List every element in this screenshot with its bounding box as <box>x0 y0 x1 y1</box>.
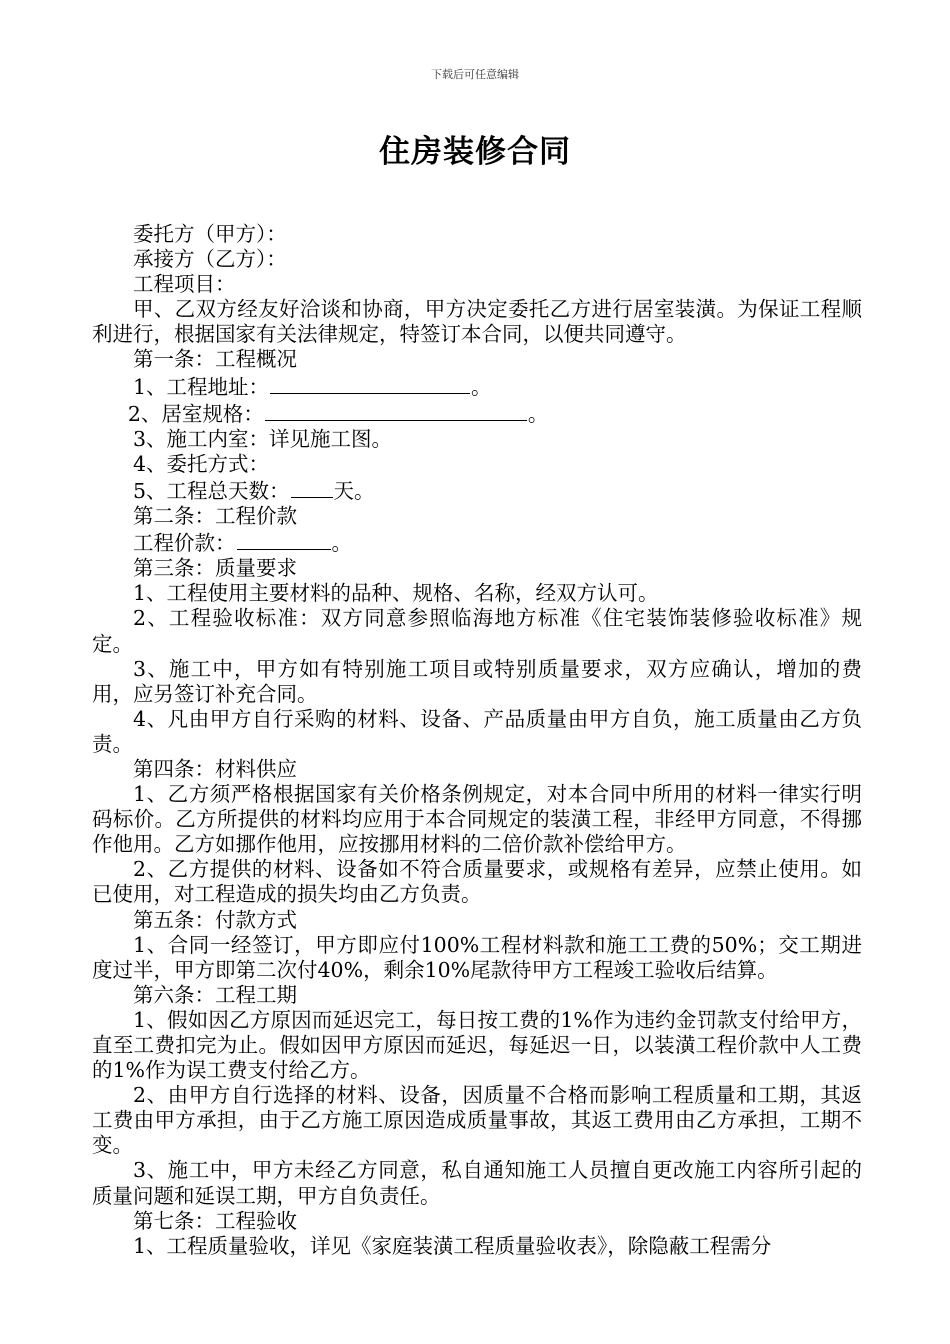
contractor-line: 承接方（乙方）： <box>133 247 287 272</box>
scope-line: 3、施工内室：详见施工图。 <box>133 426 393 451</box>
price-line <box>92 529 862 556</box>
spec-line <box>92 400 862 427</box>
spec-label: 2、居室规格： <box>127 401 264 426</box>
preamble: 甲、乙双方经友好洽谈和协商，甲方决定委托乙方进行居室装潢。为保证工程顺利进行，根据国家有关法律规定，特签订本合同，以便共同遵守。 <box>92 297 862 347</box>
period: 。 <box>471 374 492 399</box>
spec-blank[interactable] <box>265 400 527 421</box>
price-label: 工程价款： <box>133 531 236 556</box>
client-line: 委托方（甲方）： <box>133 222 287 246</box>
article-5-title: 第五条：付款方式 <box>133 907 297 932</box>
paragraph: 1、乙方须严格根据国家有关价格条例规定，对本合同中所用的材料一律实行明码标价。乙方所提供的材料均应用于本合同规定的装潢工程，非经甲方同意，不得挪作他用。乙方如挪作他用，应按挪用材料的二倍价款补偿给甲方。 <box>92 782 862 857</box>
days-suffix: 天。 <box>333 478 375 503</box>
mode-line: 4、委托方式： <box>133 451 270 476</box>
article-4-title: 第四条：材料供应 <box>133 756 297 781</box>
project-line: 工程项目： <box>133 272 236 297</box>
address-blank[interactable] <box>270 373 470 394</box>
article-6-title: 第六条：工程工期 <box>133 982 297 1007</box>
paragraph: 2、工程验收标准：双方同意参照临海地方标准《住宅装饰装修验收标准》规定。 <box>92 606 862 656</box>
article-3-title: 第三条：质量要求 <box>133 556 297 581</box>
period: 。 <box>527 401 549 426</box>
article-1-title: 第一条：工程概况 <box>133 347 297 372</box>
paragraph: 4、凡由甲方自行采购的材料、设备、产品质量由甲方自负，施工质量由乙方负责。 <box>92 706 862 756</box>
paragraph: 3、施工中，甲方未经乙方同意，私自通知施工人员擅自更改施工内容所引起的质量问题和延误工期，甲方自负责任。 <box>92 1158 862 1208</box>
paragraph: 2、乙方提供的材料、设备如不符合质量要求，或规格有差异，应禁止使用。如已使用，对工程造成的损失均由乙方负责。 <box>92 857 862 907</box>
paragraph: 1、假如因乙方原因而延迟完工，每日按工费的1%作为违约金罚款支付给甲方，直至工费扣完为止。假如因甲方原因而延迟，每延迟一日，以装潢工程价款中人工费的1%作为误工费支付给乙方。 <box>92 1007 862 1083</box>
article-7-title: 第七条：工程验收 <box>133 1208 297 1233</box>
price-blank[interactable] <box>237 529 331 550</box>
paragraph: 1、工程质量验收，详见《家庭装潢工程质量验收表》，除隐蔽工程需分 <box>133 1233 772 1258</box>
days-label: 5、工程总天数： <box>133 478 290 503</box>
paragraph: 1、合同一经签订，甲方即应付100%工程材料款和施工工费的50%；交工期进度过半，甲方即第二次付40%，剩余10%尾款待甲方工程竣工验收后结算。 <box>92 932 862 982</box>
address-label: 1、工程地址： <box>133 374 270 399</box>
contract-body <box>92 222 862 1259</box>
period: 。 <box>331 531 352 556</box>
paragraph: 2、由甲方自行选择的材料、设备，因质量不合格而影响工程质量和工期，其返工费由甲方承担，由于乙方施工原因造成质量事故，其返工费用由乙方承担，工期不变。 <box>92 1083 862 1158</box>
article-2-title: 第二条：工程价款 <box>133 504 297 529</box>
address-line <box>92 373 862 400</box>
paragraph: 1、工程使用主要材料的品种、规格、名称，经双方认可。 <box>133 581 659 606</box>
paragraph: 3、施工中，甲方如有特别施工项目或特别质量要求，双方应确认，增加的费用，应另签订补充合同。 <box>92 656 862 706</box>
days-blank[interactable] <box>291 477 333 498</box>
days-line <box>92 477 862 504</box>
document-title: 住房装修合同 <box>379 134 571 170</box>
page-header: 下载后可任意编辑 <box>431 68 519 81</box>
